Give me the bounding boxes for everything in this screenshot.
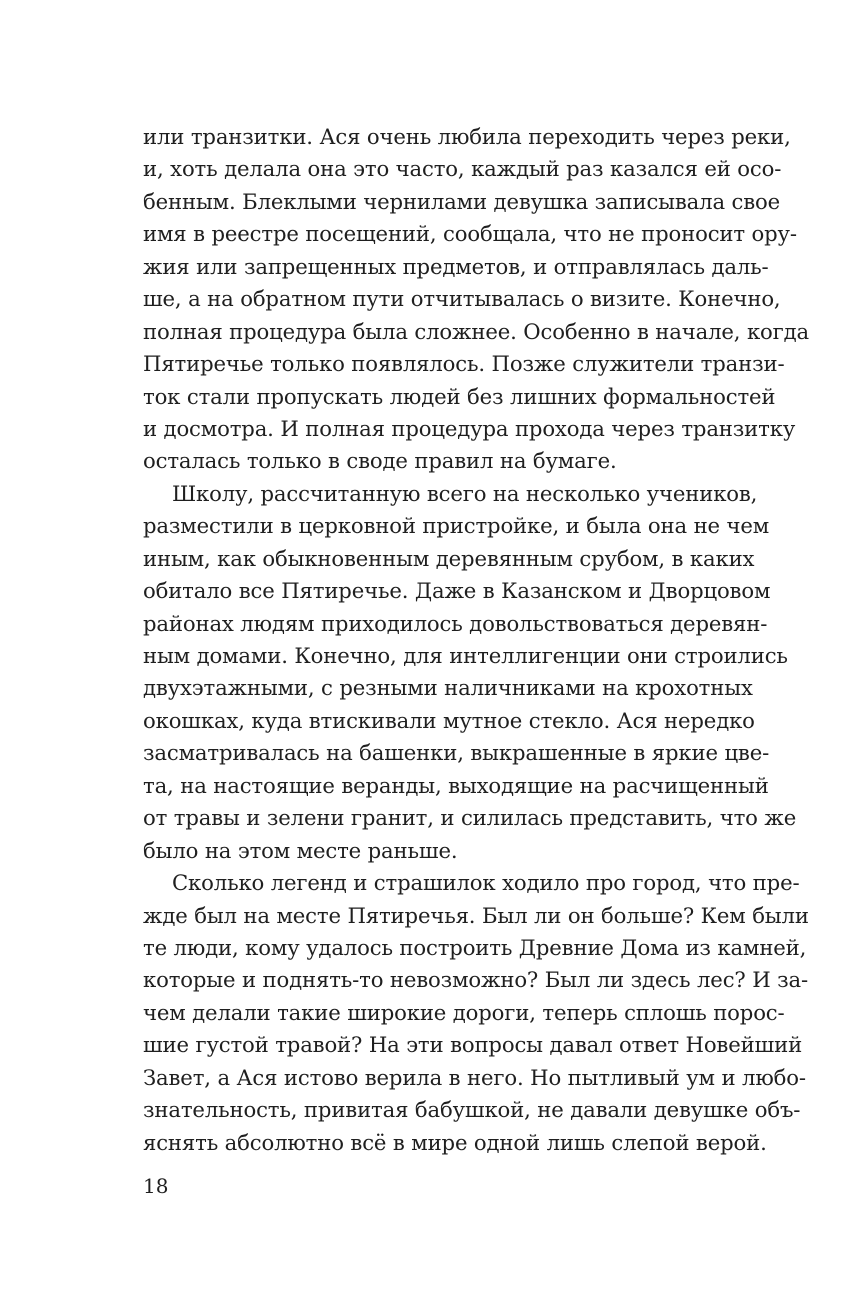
text-line: шие густой травой? На эти вопросы давал ответ Новейший — [143, 1032, 803, 1058]
text-line: имя в реестре посещений, сообщала, что не проносит ору- — [143, 221, 797, 247]
text-line: чем делали такие широкие дороги, теперь сплошь порос- — [143, 999, 785, 1025]
text-line: обитало все Пятиречье. Даже в Казанском и Дворцовом — [143, 578, 771, 604]
text-line: и досмотра. И полная процедура прохода через транзитку — [143, 415, 796, 441]
text-line: было на этом месте раньше. — [143, 837, 458, 863]
text-line: от травы и зелени гранит, и силилась представить, что же — [143, 805, 797, 831]
text-line: жде был на месте Пятиречья. Был ли он больше? Кем были — [143, 902, 809, 928]
text-line: и, хоть делала она это часто, каждый раз казался ей осо- — [143, 156, 782, 182]
text-line: иным, как обыкновенным деревянным срубом, в каких — [143, 545, 755, 571]
text-line: двухэтажными, с резными наличниками на крохотных — [143, 675, 753, 701]
text-line: жия или запрещенных предметов, и отправлялась даль- — [143, 253, 769, 279]
text-line: которые и поднять-то невозможно? Был ли здесь лес? И за- — [143, 967, 809, 993]
text-line: засматривалась на башенки, выкрашенные в яркие цве- — [143, 740, 770, 766]
text-line: районах людям приходилось довольствоваться деревян- — [143, 610, 768, 636]
text-line: Школу, рассчитанную всего на несколько учеников, — [172, 480, 758, 506]
text-line: полная процедура была сложнее. Особенно в начале, когда — [143, 318, 809, 344]
text-line: осталась только в своде правил на бумаге. — [143, 448, 617, 474]
text-line: ным домами. Конечно, для интеллигенции они строились — [143, 643, 788, 668]
text-line: те люди, кому удалось построить Древние Дома из камней, — [143, 934, 807, 960]
text-line: бенным. Блеклыми чернилами девушка записывала свое — [143, 188, 781, 214]
text-line: ток стали пропускать людей без лишних формальностей — [143, 383, 776, 409]
text-line: ше, а на обратном пути отчитывалась о визите. Конечно, — [143, 286, 781, 312]
text-line: Сколько легенд и страшилок ходило про город, что пре- — [172, 870, 800, 896]
text-line: яснять абсолютно всё в мире одной лишь слепой верой. — [143, 1129, 767, 1155]
text-line: окошках, куда втискивали мутное стекло. Ася нередко — [143, 707, 755, 733]
text-line: разместили в церковной пристройке, и была она не чем — [143, 513, 770, 539]
text-line: Завет, а Ася истово верила в него. Но пытливый ум и любо- — [143, 1064, 806, 1090]
text-line: Пятиречье только появлялось. Позже служители транзи- — [143, 351, 785, 377]
text-line: знательность, привитая бабушкой, не давали девушке объ- — [143, 1097, 801, 1123]
text-line: та, на настоящие веранды, выходящие на расчищенный — [143, 772, 769, 798]
body-text — [143, 121, 809, 1159]
text-line: или транзитки. Ася очень любила переходить через реки, — [143, 124, 791, 149]
page-number: 18 — [143, 1174, 169, 1198]
